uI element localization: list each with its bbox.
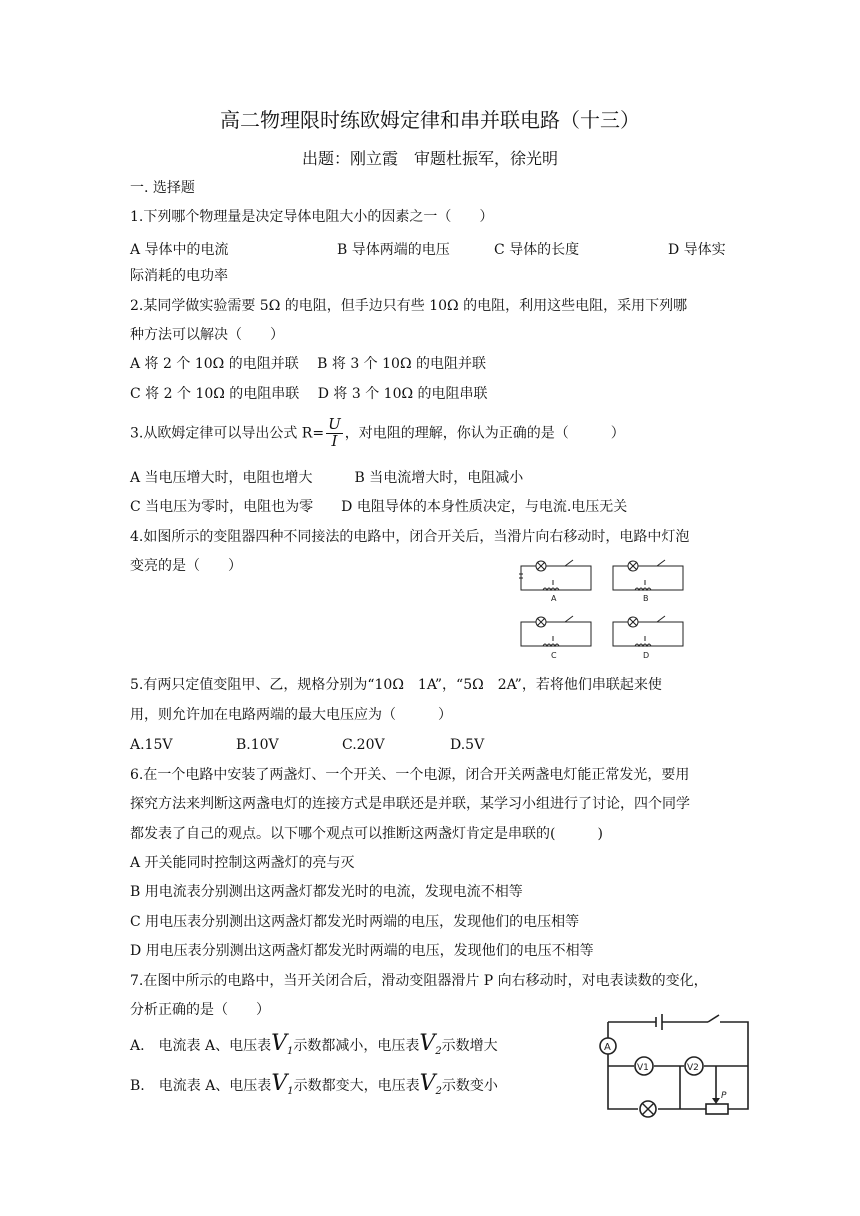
q3-options-ab: A 当电压增大时，电阻也增大 B 当电流增大时，电阻减小 bbox=[130, 470, 524, 486]
q3-stem-pre: 3.从欧姆定律可以导出公式 R= bbox=[130, 425, 325, 442]
q6-option-a: A 开关能同时控制这两盏灯的亮与灭 bbox=[130, 855, 355, 871]
q7-a-post: 示数增大 bbox=[441, 1038, 498, 1054]
voltmeter-v1-symbol: V1 bbox=[271, 1071, 294, 1097]
q7-a-pre: A. 电流表 A、电压表 bbox=[130, 1038, 272, 1054]
circuit-panel-c bbox=[521, 616, 591, 646]
voltmeter-v2-symbol: V2 bbox=[419, 1071, 442, 1097]
q6-option-c: C 用电压表分别测出这两盏灯都发光时两端的电压，发现他们的电压相等 bbox=[130, 914, 580, 930]
q7-a-mid: 示数都减小，电压表 bbox=[293, 1038, 420, 1054]
q1-option-c: C 导体的长度 bbox=[494, 242, 580, 258]
q1-stem: 1.下列哪个物理量是决定导体电阻大小的因素之一（ ） bbox=[130, 209, 494, 225]
slider-p-label: P bbox=[721, 1091, 727, 1101]
voltmeter-v2-symbol: V2 bbox=[419, 1031, 442, 1057]
ohm-fraction bbox=[326, 417, 343, 450]
q5-stem-1: 5.有两只定值变阻甲、乙，规格分别为“10Ω 1A”，“5Ω 2A”，若将他们串联起来使 bbox=[130, 677, 662, 693]
q7-stem-1: 7.在图中所示的电路中，当开关闭合后，滑动变阻器滑片 P 向右移动时，对电表读数的变化， bbox=[130, 973, 708, 989]
q6-stem-1: 6.在一个电路中安装了两盏灯、一个开关、一个电源，闭合开关两盏电灯能正常发光，要用 bbox=[130, 767, 690, 783]
q1-option-a: A 导体中的电流 bbox=[130, 242, 229, 258]
v2-label: V2 bbox=[687, 1063, 699, 1073]
q3-stem-post: ，对电阻的理解，你认为正确的是（ ） bbox=[344, 425, 625, 442]
q1-option-d: D 导体实 bbox=[668, 242, 726, 258]
q2-stem-1: 2.某同学做实验需要 5Ω 的电阻，但手边只有些 10Ω 的电阻，利用这些电阻，采用下列哪 bbox=[130, 298, 688, 314]
page-title: 高二物理限时练欧姆定律和串并联电路（十三） bbox=[220, 108, 640, 132]
q4-stem-2: 变亮的是（ ） bbox=[130, 558, 242, 574]
q6-option-d: D 用电压表分别测出这两盏灯都发光时两端的电压，发现他们的电压不相等 bbox=[130, 943, 594, 959]
q3-options-cd: C 当电压为零时，电阻也为零 D 电阻导体的本身性质决定，与电流.电压无关 bbox=[130, 499, 628, 515]
q7-b-pre: B. 电流表 A、电压表 bbox=[130, 1078, 272, 1094]
q6-stem-3: 都发表了自己的观点。以下哪个观点可以推断这两盏灯肯定是串联的( ) bbox=[130, 826, 603, 842]
circuit-panel-a bbox=[519, 560, 591, 590]
q5-stem-2: 用，则允许加在电路两端的最大电压应为（ ） bbox=[130, 707, 452, 723]
q2-options-cd: C 将 2 个 10Ω 的电阻串联 D 将 3 个 10Ω 的电阻串联 bbox=[130, 386, 488, 402]
q7-b-post: 示数变小 bbox=[441, 1078, 498, 1094]
q7-stem-2: 分析正确的是（ ） bbox=[130, 1002, 270, 1018]
figure-label-d: D bbox=[643, 651, 650, 660]
q4-circuit-figure bbox=[515, 552, 690, 668]
q4-stem-1: 4.如图所示的变阻器四种不同接法的电路中，闭合开关后，当滑片向右移动时，电路中灯泡 bbox=[130, 529, 690, 545]
q5-option-b: B.10V bbox=[236, 737, 279, 753]
q7-option-a bbox=[130, 1031, 498, 1058]
q6-stem-2: 探究方法来判断这两盏电灯的连接方式是串联还是并联，某学习小组进行了讨论，四个同学 bbox=[130, 796, 690, 812]
authors-line: 出题：刚立霞 审题杜振军，徐光明 bbox=[301, 149, 558, 168]
q5-option-d: D.5V bbox=[450, 737, 485, 753]
figure-label-b: B bbox=[643, 594, 649, 603]
circuit-panel-b bbox=[613, 560, 683, 590]
q7-b-mid: 示数都变大，电压表 bbox=[293, 1078, 420, 1094]
q7-circuit-figure bbox=[598, 1014, 758, 1122]
q7-option-b bbox=[130, 1071, 498, 1098]
v1-label: V1 bbox=[637, 1063, 649, 1073]
q5-option-c: C.20V bbox=[342, 737, 385, 753]
circuit-panel-d bbox=[613, 616, 683, 646]
q1-option-d-cont: 际消耗的电功率 bbox=[130, 268, 228, 284]
figure-label-c: C bbox=[551, 651, 557, 660]
section-heading: 一. 选择题 bbox=[130, 180, 195, 196]
q3-stem bbox=[130, 417, 625, 450]
ammeter-label: A bbox=[604, 1042, 611, 1053]
q5-option-a: A.15V bbox=[130, 737, 173, 753]
q2-stem-2: 种方法可以解决（ ） bbox=[130, 327, 284, 343]
fraction-numerator: U bbox=[328, 415, 341, 433]
fraction-denominator: I bbox=[331, 431, 338, 450]
q1-option-b: B 导体两端的电压 bbox=[337, 242, 450, 258]
q6-option-b: B 用电流表分别测出这两盏灯都发光时的电流，发现电流不相等 bbox=[130, 884, 523, 900]
q2-options-ab: A 将 2 个 10Ω 的电阻并联 B 将 3 个 10Ω 的电阻并联 bbox=[130, 356, 487, 372]
figure-label-a: A bbox=[551, 594, 557, 603]
voltmeter-v1-symbol: V1 bbox=[271, 1031, 294, 1057]
